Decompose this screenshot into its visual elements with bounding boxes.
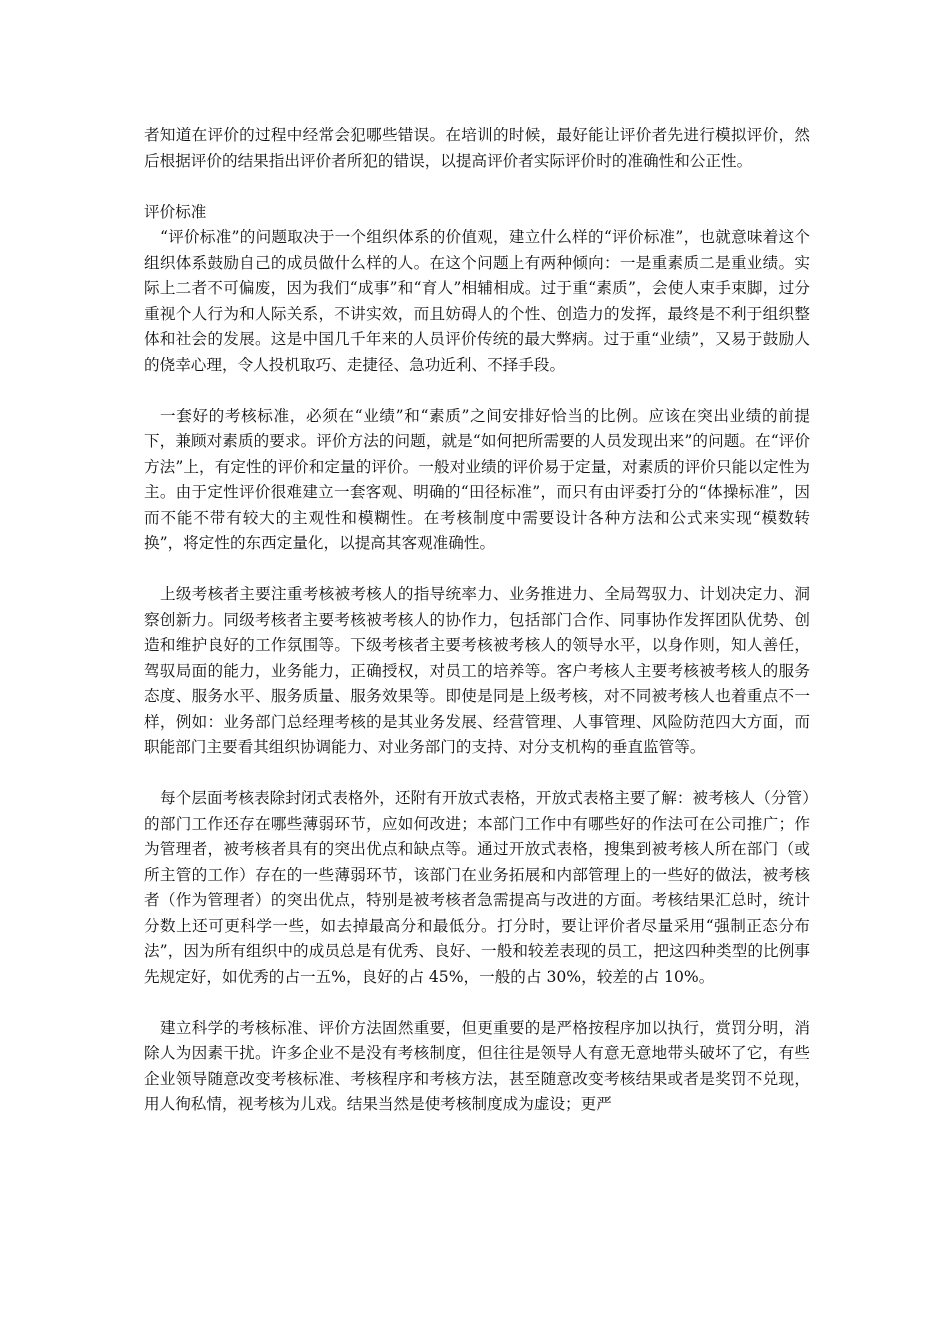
paragraph-execution: 建立科学的考核标准、评价方法固然重要，但更重要的是严格按程序加以执行，赏罚分明，消除人为因素干扰。许多企业不是没有考核制度，但往往是领导人有意无意地带头破坏了它，有些企业领导随意改变考核标准、考核程序和考核方法，甚至随意改变考核结果或者是奖罚不兑现，用人徇私情，视考核为儿戏。结果当然是使考核制度成为虚设；更严 [144, 1018, 810, 1113]
paragraph-assessor-levels: 上级考核者主要注重考核被考核人的指导统率力、业务推进力、全局驾驭力、计划决定力、洞察创新力。同级考核者主要考核被考核人的协作力，包括部门合作、同事协作发挥团队优势、创造和维护良好的工作氛围等。下级考核者主要考核被考核人的领导水平，以身作则，知人善任，驾驭局面的能力，业务能力，正确授权，对员工的培养等。客户考核人主要考核被考核人的服务态度、服务水平、服务质量、服务效果等。即使是同是上级考核，对不同被考核人也着重点不一样，例如：业务部门总经理考核的是其业务发展、经营管理、人事管理、风险防范四大方面，而职能部门主要看其组织协调能力、对业务部门的支持、对分支机构的垂直监管等。 [144, 585, 810, 756]
section-heading: 评价标准 [144, 202, 207, 221]
paragraph-gap [144, 174, 810, 200]
paragraph-continuation: 者知道在评价的过程中经常会犯哪些错误。在培训的时候，最好能让评价者先进行模拟评价，然后根据评价的结果指出评价者所犯的错误，以提高评价者实际评价时的准确性和公正性。 [144, 126, 810, 170]
paragraph-gap [144, 378, 810, 404]
document-page [144, 123, 810, 1118]
paragraph-open-forms: 每个层面考核表除封闭式表格外，还附有开放式表格，开放式表格主要了解：被考核人（分管）的部门工作还存在哪些薄弱环节，应如何改进；本部门工作中有哪些好的作法可在公司推广；作为管理者，被考核者具有的突出优点和缺点等。通过开放式表格，搜集到被考核人所在部门（或所主管的工作）存在的一些薄弱环节，该部门在业务拓展和内部管理上的一些好的做法，被考核者（作为管理者）的突出优点，特别是被考核者急需提高与改进的方面。考核结果汇总时，统计分数上还可更科学一些，如去掉最高分和最低分。打分时，要让评价者尽量采用“强制正态分布法”，因为所有组织中的成员总是有优秀、良好、一般和较差表现的员工，把这四种类型的比例事先规定好，如优秀的占一五%，良好的占 45%，一般的占 30%，较差的占 10%。 [144, 789, 810, 986]
paragraph-evaluation-standard: “评价标准”的问题取决于一个组织体系的价值观，建立什么样的“评价标准”，也就意味着这个组织体系鼓励自己的成员做什么样的人。在这个问题上有两种倾向：一是重素质二是重业绩。实际上二者不可偏废，因为我们“成事”和“育人”相辅相成。过于重“素质”，会使人束手束脚，过分重视个人行为和人际关系，不讲实效，而且妨碍人的个性、创造力的发挥，最终是不利于组织整体和社会的发展。这是中国几千年来的人员评价传统的最大弊病。过于重“业绩”，又易于鼓励人的侥幸心理，令人投机取巧、走捷径、急功近利、不择手段。 [144, 228, 810, 374]
paragraph-assessment-standard: 一套好的考核标准，必须在“业绩”和“素质”之间安排好恰当的比例。应该在突出业绩的前提下，兼顾对素质的要求。评价方法的问题，就是“如何把所需要的人员发现出来”的问题。在“评价方法”上，有定性的评价和定量的评价。一般对业绩的评价易于定量，对素质的评价只能以定性为主。由于定性评价很难建立一套客观、明确的“田径标准”，而只有由评委打分的“体操标准”，因而不能不带有较大的主观性和模糊性。在考核制度中需要设计各种方法和公式来实现“模数转换”，将定性的东西定量化，以提高其客观准确性。 [144, 406, 810, 552]
paragraph-gap [144, 990, 810, 1016]
paragraph-gap [144, 557, 810, 583]
paragraph-gap [144, 761, 810, 787]
